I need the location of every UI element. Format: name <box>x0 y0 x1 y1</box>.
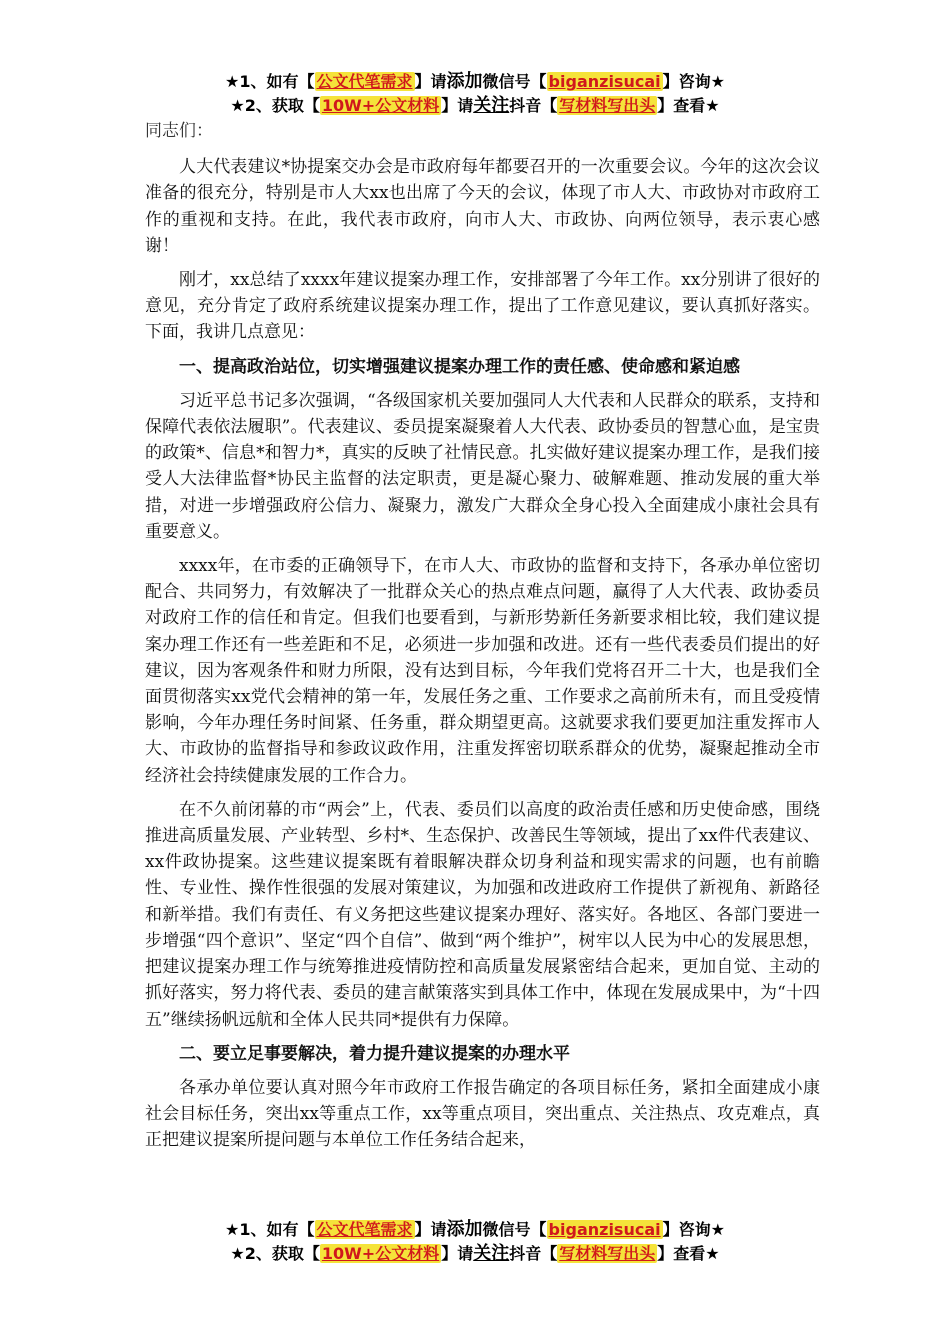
section-heading: 一、提高政治站位，切实增强建议提案办理工作的责任感、使命感和紧迫感 <box>179 356 740 377</box>
paragraph: 习近平总书记多次强调，“各级国家机关要加强同人大代表和人民群众的联系，支持和保障代表依法履职”。代表建议、委员提案凝聚着人大代表、政协委员的智慧心血，是宝贵的政策*、信息*和智力*，真实的反映了社情民意。扎实做好建议提案办理工作，是我们接受人大法律监督*协民主监督的法定职责，更是凝心聚力、破解难题、推动发展的重大举措，对进一步增强政府公信力、凝聚力，激发广大群众全身心投入全面建成小康社会具有重要意义。 <box>145 390 820 542</box>
banner-text: 微信号【 <box>482 72 547 91</box>
banner-text: ★2、获取【 <box>230 1244 320 1263</box>
banner-text: 】请 <box>441 96 474 115</box>
promo-banner-bottom-line2 <box>0 1242 950 1266</box>
banner-emphasis: 关注 <box>473 95 510 116</box>
banner-highlight-tag: 写材料写出头 <box>559 1244 656 1263</box>
banner-highlight-tag: biganzisucai <box>548 72 661 91</box>
banner-text: 抖音【 <box>509 1244 558 1263</box>
banner-emphasis: 添加 <box>446 1219 483 1240</box>
banner-highlight-tag: 公文代笔需求 <box>316 72 413 91</box>
banner-text: ★1、如有【 <box>225 1220 315 1239</box>
paragraph: 人大代表建议*协提案交办会是市政府每年都要召开的一次重要会议。今年的这次会议准备的很充分，特别是市人大xx也出席了今天的会议，体现了市人大、市政协对市政府工作的重视和支持。在此，我代表市政府，向市人大、市政协、向两位领导，表示衷心感谢！ <box>145 157 820 256</box>
section-heading: 二、要立足事要解决，着力提升建议提案的办理水平 <box>179 1043 570 1064</box>
banner-text: 】请 <box>441 1244 474 1263</box>
banner-text: 微信号【 <box>482 1220 547 1239</box>
banner-text: 】请 <box>414 72 447 91</box>
promo-banner-bottom-line1 <box>0 1218 950 1242</box>
banner-highlight-tag: biganzisucai <box>548 1220 661 1239</box>
banner-text: ★2、获取【 <box>230 96 320 115</box>
banner-highlight-tag: 写材料写出头 <box>559 96 656 115</box>
document-body <box>145 118 820 1162</box>
paragraph: 刚才，xx总结了xxxx年建议提案办理工作，安排部署了今年工作。xx分别讲了很好的意见，充分肯定了政府系统建议提案办理工作，提出了工作意见建议，要认真抓好落实。下面，我讲几点意见： <box>145 270 820 343</box>
banner-highlight-tag: 10W+公文材料 <box>321 96 440 115</box>
banner-highlight-tag: 10W+公文材料 <box>321 1244 440 1263</box>
banner-text: 抖音【 <box>509 96 558 115</box>
banner-text: 】查看★ <box>657 1244 720 1263</box>
paragraph: 各承办单位要认真对照今年市政府工作报告确定的各项目标任务，紧扣全面建成小康社会目标任务，突出xx等重点工作，xx等重点项目，突出重点、关注热点、攻克难点，真正把建议提案所提问题与本单位工作任务结合起来， <box>145 1077 820 1151</box>
banner-text: 】咨询★ <box>662 1220 725 1239</box>
banner-text: ★1、如有【 <box>225 72 315 91</box>
paragraph: 在不久前闭幕的市“两会”上，代表、委员们以高度的政治责任感和历史使命感，围绕推进高质量发展、产业转型、乡村*、生态保护、改善民生等领域，提出了xx件代表建议、xx件政协提案。这些建议提案既有着眼解决群众切身利益和现实需求的问题，也有前瞻性、专业性、操作性很强的发展对策建议，为加强和改进政府工作提供了新视角、新路径和新举措。我们有责任、有义务把这些建议提案办理好、落实好。各地区、各部门要进一步增强“四个意识”、坚定“四个自信”、做到“两个维护”，树牢以人民为中心的发展思想，把建议提案办理工作与统筹推进疫情防控和高质量发展紧密结合起来，更加自觉、主动的抓好落实，努力将代表、委员的建言献策落实到具体工作中，体现在发展成果中，为“十四五”继续扬帆远航和全体人民共同*提供有力保障。 <box>145 799 820 1030</box>
paragraph: xxxx年，在市委的正确领导下，在市人大、市政协的监督和支持下，各承办单位密切配合、共同努力，有效解决了一批群众关心的热点难点问题，赢得了人大代表、政协委员对政府工作的信任和肯定。但我们也要看到，与新形势新任务新要求相比较，我们建议提案办理工作还有一些差距和不足，必须进一步加强和改进。还有一些代表委员们提出的好建议，因为客观条件和财力所限，没有达到目标，今年我们党将召开二十大，也是我们全面贯彻落实xx党代会精神的第一年，发展任务之重、工作要求之高前所未有，而且受疫情影响，今年办理任务时间紧、任务重，群众期望更高。这就要求我们要更加注重发挥市人大、市政协的监督指导和参政议政作用，注重发挥密切联系群众的优势，凝聚起推动全市经济社会持续健康发展的工作合力。 <box>145 556 820 786</box>
promo-banner-top-line1 <box>0 70 950 94</box>
banner-text: 】咨询★ <box>662 72 725 91</box>
banner-emphasis: 关注 <box>473 1243 510 1264</box>
promo-banner-top-line2 <box>0 94 950 118</box>
banner-emphasis: 添加 <box>446 71 483 92</box>
banner-highlight-tag: 公文代笔需求 <box>316 1220 413 1239</box>
banner-text: 】请 <box>414 1220 447 1239</box>
salutation: 同志们： <box>145 121 213 141</box>
banner-text: 】查看★ <box>657 96 720 115</box>
